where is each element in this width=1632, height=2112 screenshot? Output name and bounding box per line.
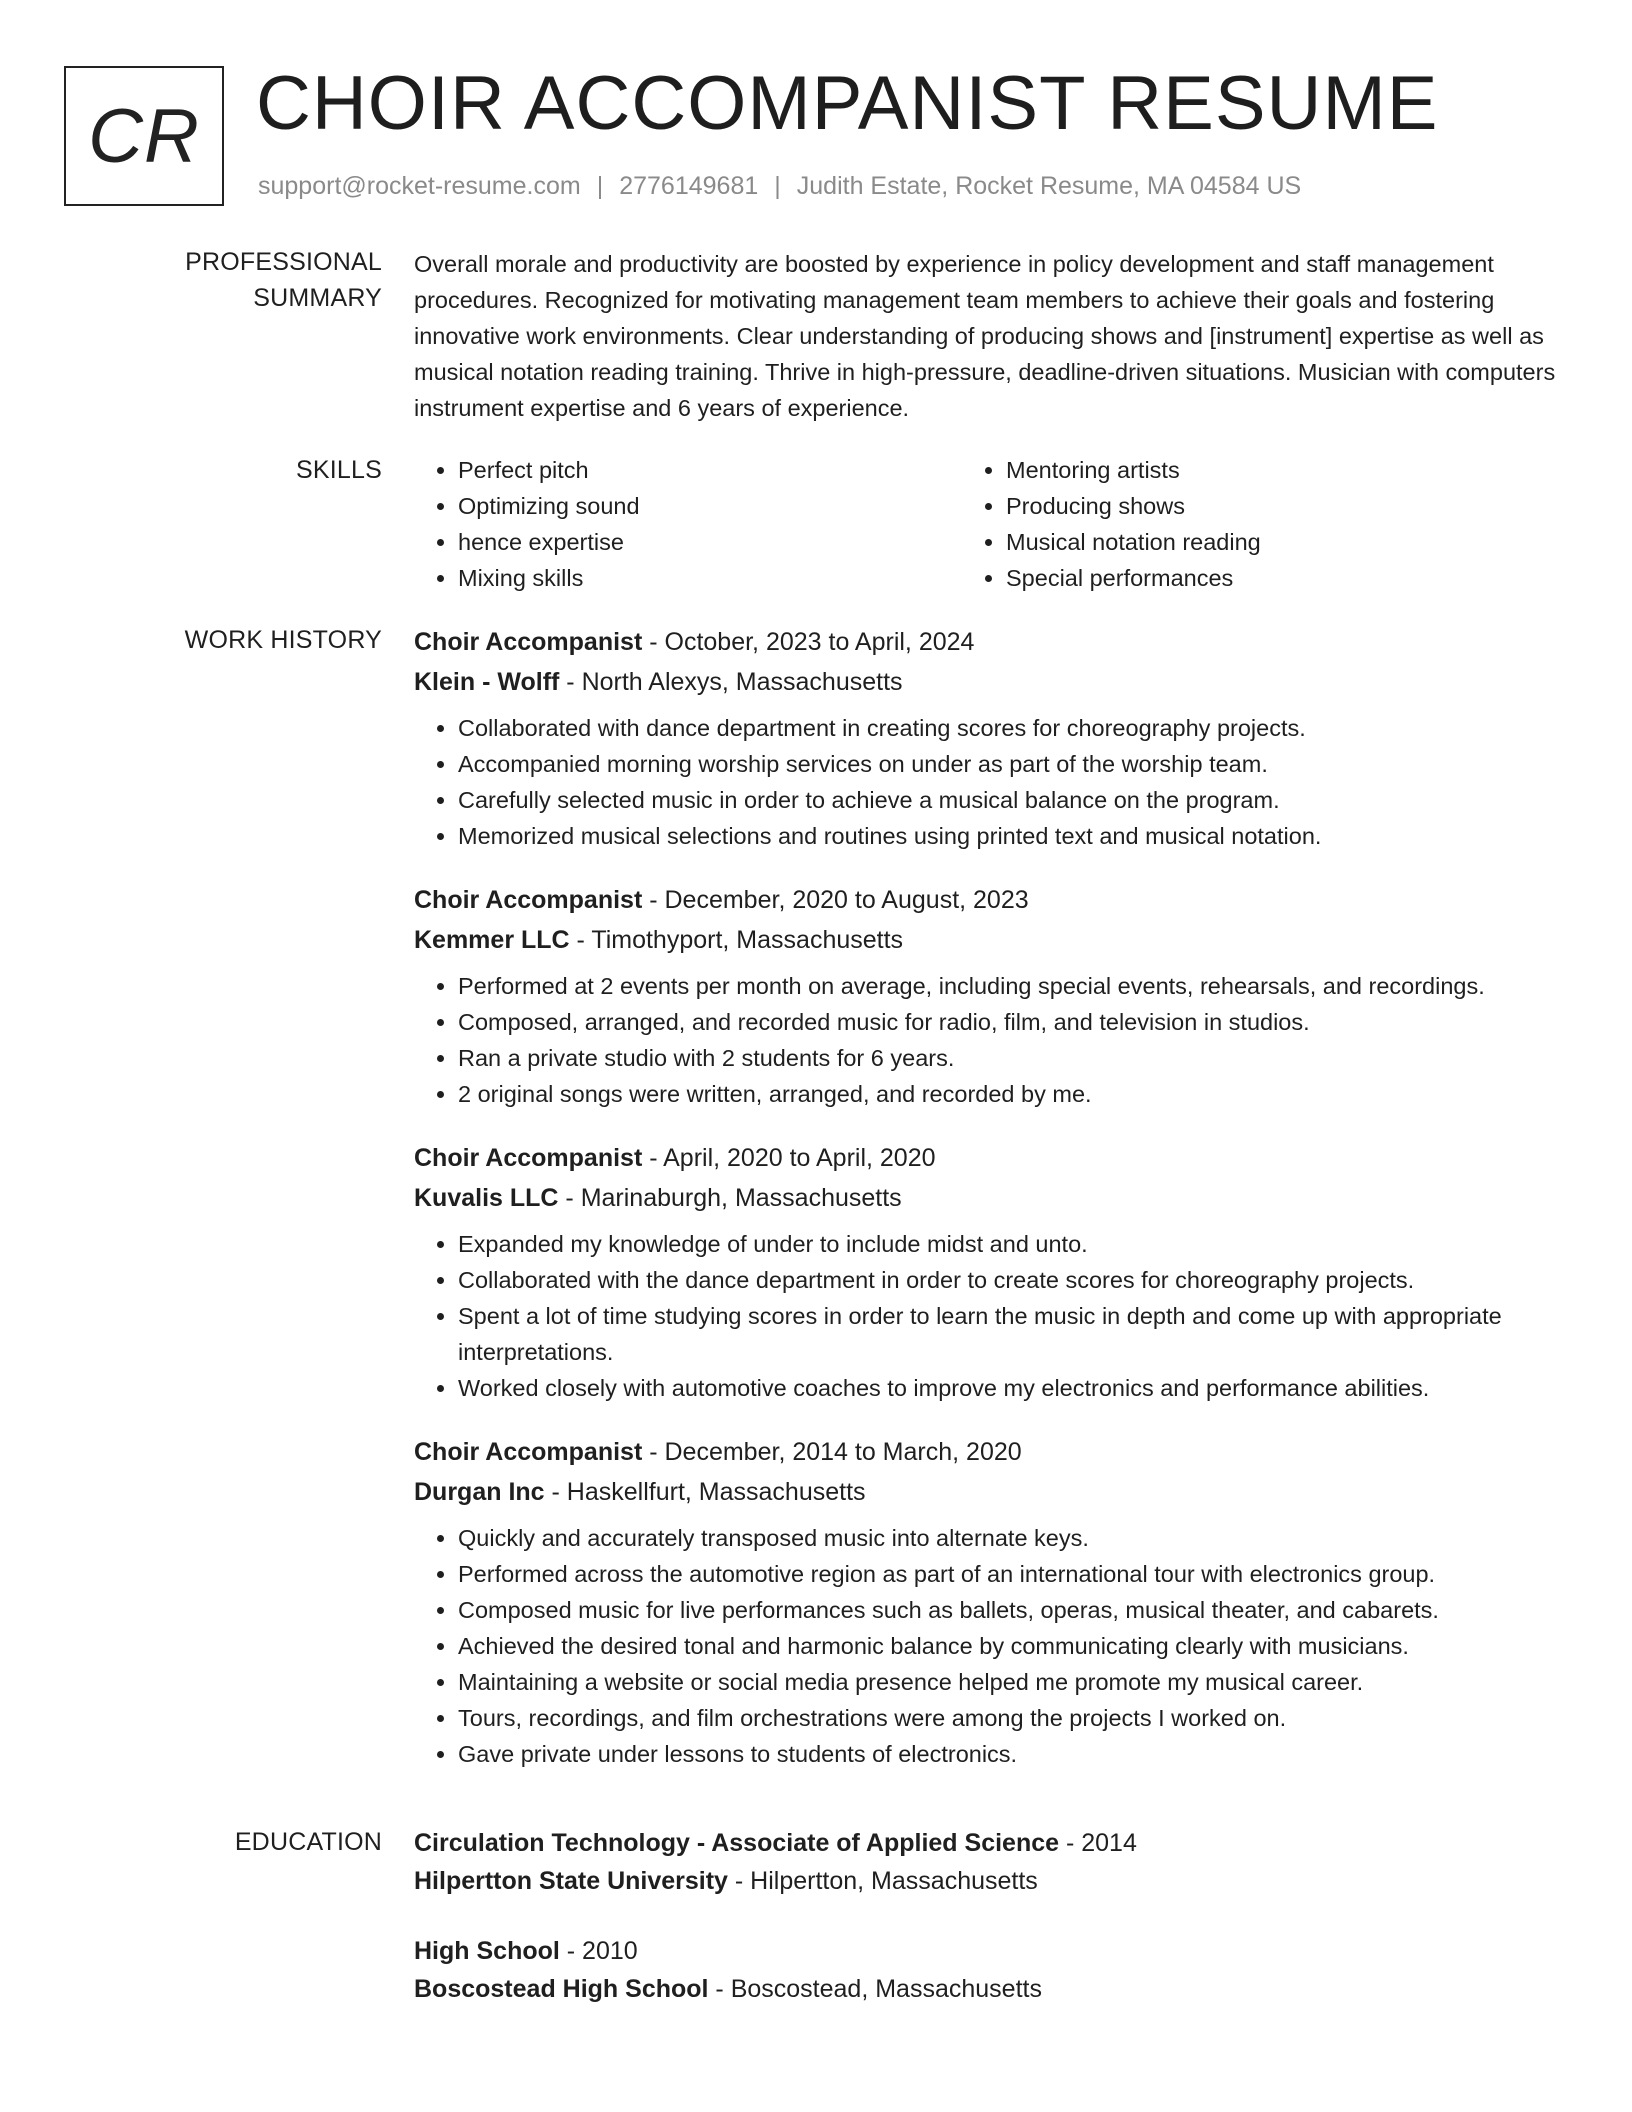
skills-label: SKILLS (296, 456, 382, 484)
work-history-section (64, 622, 1566, 1798)
resume-title: CHOIR ACCOMPANIST RESUME (256, 61, 1439, 146)
job-bullet: • Quickly and accurately transposed music into alternate keys. (458, 1520, 1566, 1556)
education-school-line (414, 1862, 1566, 1900)
job-bullet: • Performed at 2 events per month on average, including special events, rehearsals, and recordings. (458, 968, 1566, 1004)
skills-list-right (962, 452, 1510, 596)
job-entry (414, 1432, 1566, 1772)
education-degree: High School (414, 1937, 560, 1965)
job-location: - Haskellfurt, Massachusetts (544, 1478, 866, 1506)
education-entry (414, 1824, 1566, 1900)
job-title-line (414, 880, 1566, 920)
skill-item: • Producing shows (1006, 488, 1510, 524)
job-location: - Marinaburgh, Massachusetts (558, 1184, 902, 1212)
job-bullet: • Memorized musical selections and routines using printed text and musical notation. (458, 818, 1566, 854)
education-location: - Boscostead, Massachusetts (708, 1975, 1042, 2003)
skill-item: • Optimizing sound (458, 488, 962, 524)
education-school-line (414, 1970, 1566, 2008)
skills-section (64, 452, 1566, 596)
job-dates: - December, 2014 to March, 2020 (642, 1438, 1022, 1466)
job-bullet: • Tours, recordings, and film orchestrations were among the projects I worked on. (458, 1700, 1566, 1736)
job-company-line (414, 662, 1566, 702)
education-entry (414, 1932, 1566, 2008)
job-title-line (414, 1432, 1566, 1472)
work-history-label: WORK HISTORY (184, 626, 382, 654)
job-bullets (414, 1226, 1566, 1406)
education-degree-line (414, 1824, 1566, 1862)
skill-item: • Special performances (1006, 560, 1510, 596)
summary-label: PROFESSIONAL SUMMARY (185, 248, 382, 312)
education-school: Boscostead High School (414, 1975, 709, 2003)
contact-separator: | (596, 172, 604, 200)
job-bullet: • Carefully selected music in order to achieve a musical balance on the program. (458, 782, 1566, 818)
work-history-body (414, 622, 1566, 1798)
skill-item: • hence expertise (458, 524, 962, 560)
job-entry (414, 880, 1566, 1112)
job-company: Kemmer LLC (414, 926, 570, 954)
job-location: - North Alexys, Massachusetts (559, 668, 903, 696)
job-company-line (414, 920, 1566, 960)
job-title: Choir Accompanist (414, 1144, 643, 1172)
job-bullet: • 2 original songs were written, arranged, and recorded by me. (458, 1076, 1566, 1112)
job-dates: - December, 2020 to August, 2023 (642, 886, 1029, 914)
job-location: - Timothyport, Massachusetts (569, 926, 904, 954)
education-school: Hilpertton State University (414, 1867, 728, 1895)
monogram: CR (64, 66, 224, 206)
contact-line (258, 172, 1301, 201)
contact-phone: 2776149681 (619, 172, 759, 200)
skill-item: • Musical notation reading (1006, 524, 1510, 560)
skills-body (414, 452, 1566, 596)
job-bullet: • Ran a private studio with 2 students for 6 years. (458, 1040, 1566, 1076)
education-year: - 2014 (1059, 1829, 1137, 1857)
job-company: Kuvalis LLC (414, 1184, 559, 1212)
job-company: Durgan Inc (414, 1478, 545, 1506)
job-company-line (414, 1472, 1566, 1512)
job-entry (414, 622, 1566, 854)
education-degree: Circulation Technology - Associate of Applied Science (414, 1829, 1060, 1857)
resume-header (64, 61, 1566, 244)
skills-list-left (414, 452, 962, 596)
job-title: Choir Accompanist (414, 1438, 643, 1466)
job-bullet: • Worked closely with automotive coaches to improve my electronics and performance abilities. (458, 1370, 1566, 1406)
education-year: - 2010 (559, 1937, 638, 1965)
contact-address: Judith Estate, Rocket Resume, MA 04584 US (796, 172, 1302, 200)
contact-email: support@rocket-resume.com (258, 172, 581, 200)
contact-separator: | (774, 172, 781, 200)
job-title: Choir Accompanist (414, 628, 643, 656)
job-bullet: • Maintaining a website or social media presence helped me promote my musical career. (458, 1664, 1566, 1700)
summary-body (414, 244, 1566, 426)
education-body (414, 1824, 1566, 2040)
job-bullet: • Performed across the automotive region as part of an international tour with electronics group. (458, 1556, 1566, 1592)
education-section (64, 1824, 1566, 2040)
job-title-line (414, 622, 1566, 662)
job-entry (414, 1138, 1566, 1406)
job-bullet: • Composed music for live performances such as ballets, operas, musical theater, and cabarets. (458, 1592, 1566, 1628)
job-dates: - October, 2023 to April, 2024 (642, 628, 975, 656)
skill-item: • Mentoring artists (1006, 452, 1510, 488)
job-title: Choir Accompanist (414, 886, 643, 914)
education-degree-line (414, 1932, 1566, 1970)
skill-item: • Perfect pitch (458, 452, 962, 488)
job-bullet: • Spent a lot of time studying scores in order to learn the music in depth and come up with appropriate interpretations. (458, 1298, 1566, 1370)
job-bullets (414, 968, 1566, 1112)
job-bullet: • Accompanied morning worship services on under as part of the worship team. (458, 746, 1566, 782)
job-title-line (414, 1138, 1566, 1178)
job-company-line (414, 1178, 1566, 1218)
job-bullet: • Collaborated with the dance department in order to create scores for choreography projects. (458, 1262, 1566, 1298)
job-bullet: • Composed, arranged, and recorded music for radio, film, and television in studios. (458, 1004, 1566, 1040)
summary-text: Overall morale and productivity are boosted by experience in policy development and staff management procedures. Recognized for motivating management team members to achieve their goals and fostering innovative work environments. Clear understanding of producing shows and [instrument] expertise as well as musical notation reading training. Thrive in high-pressure, deadline-driven situations. Musician with computers instrument expertise and 6 years of experience. (414, 251, 1556, 421)
job-company: Klein - Wolff (414, 668, 560, 696)
education-location: - Hilpertton, Massachusetts (727, 1867, 1038, 1895)
job-bullets (414, 710, 1566, 854)
job-bullets (414, 1520, 1566, 1772)
job-bullet: • Achieved the desired tonal and harmonic balance by communicating clearly with musicians. (458, 1628, 1566, 1664)
job-bullet: • Expanded my knowledge of under to include midst and unto. (458, 1226, 1566, 1262)
skill-item: • Mixing skills (458, 560, 962, 596)
job-bullet: • Collaborated with dance department in creating scores for choreography projects. (458, 710, 1566, 746)
job-dates: - April, 2020 to April, 2020 (642, 1144, 936, 1172)
summary-section (64, 244, 1566, 426)
job-bullet: • Gave private under lessons to students of electronics. (458, 1736, 1566, 1772)
education-label: EDUCATION (234, 1828, 382, 1856)
